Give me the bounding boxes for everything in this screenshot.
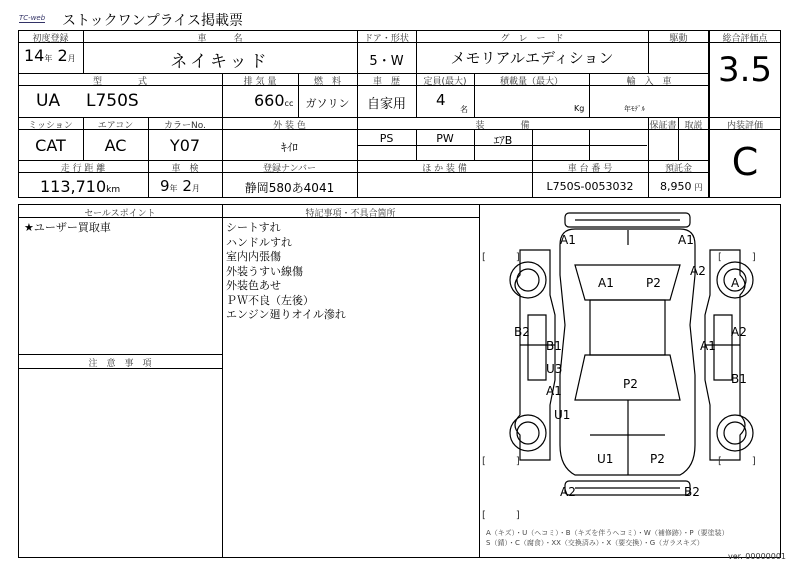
- note-item: シートすれ: [226, 221, 281, 234]
- header-car-name: 車 名: [197, 34, 243, 44]
- first-reg-year: 14: [24, 46, 45, 65]
- header-displacement: 排 気 量: [243, 77, 277, 87]
- version-label: ver. 00000001: [728, 552, 787, 561]
- header-sales-point: セールスポイント: [84, 209, 156, 219]
- header-eval-total: 総合評価点: [722, 34, 768, 44]
- damage-mark: B2: [684, 485, 700, 499]
- fuel-value: ガソリン: [305, 97, 350, 110]
- header-grade: グ レ ー ド: [500, 34, 564, 44]
- damage-mark: A1: [560, 233, 576, 247]
- damage-mark: U1: [554, 408, 571, 422]
- header-other-equip: ほ か 装 備: [422, 164, 467, 174]
- page-title: ストックワンプライス掲載票: [62, 13, 244, 29]
- damage-mark: B1: [546, 339, 562, 353]
- aircon-value: AC: [104, 136, 127, 155]
- note-item: 外装うすい線傷: [226, 264, 303, 278]
- header-notes: 特記事項・不具合箇所: [305, 209, 396, 219]
- load-unit: Kg: [574, 104, 585, 113]
- displacement-value: [254, 91, 293, 110]
- header-interior-eval: 内装評価: [726, 121, 763, 131]
- wheel-front-left: [510, 262, 546, 298]
- wheel-rear-right: [717, 415, 753, 451]
- bracket-mark: [ ]: [482, 510, 520, 521]
- equip-3: ｴｱB: [493, 134, 513, 147]
- price-number: 8,950: [660, 180, 692, 193]
- history-value: 自家用: [366, 97, 406, 112]
- model-value: L750S: [86, 91, 139, 111]
- header-price: 預託金: [664, 164, 692, 174]
- logo: TC-web: [19, 14, 46, 22]
- legend-line-2: S（錆）・C（腐食）・XX（交換済み）・X（要交換）・G（ガラスキズ）: [486, 539, 704, 547]
- header-first-reg: 初度登録: [32, 34, 69, 44]
- eval-total-value: 3.5: [717, 50, 773, 90]
- capacity-value: 4: [436, 91, 446, 109]
- import-unit: 年ﾓﾃﾞﾙ: [624, 105, 645, 113]
- inspection-year: 9: [160, 177, 170, 195]
- header-caution: 注 意 事 項: [88, 359, 152, 369]
- equip-2: PW: [436, 132, 454, 145]
- legend-line-1: A（キズ）・U（ヘコミ）・B（キズを伴うヘコミ）・W（補修跡）・P（要塗装）: [486, 529, 729, 537]
- bracket-mark: [ ]: [482, 252, 520, 263]
- header-capacity: 定員(最大): [423, 77, 467, 87]
- note-item: エンジン廻りオイル滲れ: [226, 308, 346, 321]
- displacement-number: 660: [254, 91, 285, 110]
- grade-value: メモリアルエディション: [450, 49, 614, 67]
- header-manual: 取説: [684, 121, 703, 131]
- header-warranty: 保証書: [649, 121, 677, 131]
- plate-value: 静岡580あ4041: [244, 181, 335, 195]
- note-item: 外装色あせ: [226, 279, 281, 292]
- damage-mark: P2: [650, 452, 665, 466]
- car-left-side-view: [515, 250, 555, 460]
- header-mileage: 走 行 距 離: [60, 164, 106, 174]
- year-unit: 年: [44, 54, 53, 63]
- mileage-number: 113,710: [40, 177, 107, 196]
- note-item: ＰＷ不良（左後）: [226, 293, 314, 307]
- header-door: ドア・形状: [364, 34, 409, 44]
- sales-points-list: [24, 221, 111, 236]
- displacement-unit: cc: [284, 99, 294, 108]
- car-name-value: ネイキッド: [170, 52, 270, 72]
- first-reg-value: [24, 46, 76, 65]
- damage-mark: A2: [560, 485, 576, 499]
- damage-mark: P2: [623, 377, 638, 391]
- mileage-unit: km: [106, 185, 121, 195]
- mission-value: CAT: [35, 136, 66, 155]
- header-color-no: カラーNo.: [164, 121, 206, 131]
- inspection-value: [160, 177, 200, 195]
- color-no-value: Y07: [169, 136, 201, 155]
- inspection-year-unit: 年: [169, 184, 178, 193]
- chassis-no-value: L750S-0053032: [546, 180, 634, 193]
- door-shape-value: 5・W: [369, 54, 404, 69]
- sales-point-item: ★ユーザー買取車: [24, 221, 111, 234]
- damage-mark: A1: [598, 276, 614, 290]
- damage-mark: A2: [731, 325, 747, 339]
- header-import: 輸 入 車: [626, 77, 672, 87]
- damage-mark: A1: [700, 339, 716, 353]
- inspection-month: 2: [182, 177, 192, 195]
- price-unit: 円: [694, 183, 703, 192]
- header-aircon: エアコン: [97, 121, 134, 131]
- exterior-color-value: ｷｲﾛ: [281, 141, 298, 154]
- damage-mark: A1: [546, 384, 562, 398]
- bracket-mark: [ ]: [718, 252, 756, 263]
- note-item: ハンドルすれ: [226, 235, 292, 249]
- damage-mark: A2: [690, 264, 706, 278]
- header-drive: 駆動: [669, 34, 688, 44]
- bracket-mark: [ ]: [718, 456, 756, 467]
- inspection-month-unit: 月: [191, 184, 200, 193]
- damage-mark: B1: [731, 372, 747, 386]
- damage-mark: P2: [646, 276, 661, 290]
- header-load: 積載量（最大）: [499, 77, 563, 87]
- header-chassis-no: 車 台 番 号: [567, 164, 613, 174]
- model-prefix-value: UA: [36, 91, 61, 111]
- damage-mark: A1: [678, 233, 694, 247]
- header-exterior-color: 外 装 色: [273, 121, 306, 131]
- header-mission: ミッション: [28, 121, 73, 131]
- header-inspection: 車 検: [171, 164, 199, 174]
- interior-eval-value: C: [731, 140, 759, 184]
- damage-mark: U1: [597, 452, 614, 466]
- wheel-rear-left: [510, 415, 546, 451]
- bracket-mark: [ ]: [482, 456, 520, 467]
- car-damage-diagram: [480, 205, 780, 557]
- header-equipment: 装 備: [475, 121, 530, 131]
- header-plate: 登録ナンバー: [263, 164, 316, 174]
- price-value: [660, 180, 703, 193]
- first-reg-month: 2: [57, 46, 68, 65]
- capacity-unit: 名: [460, 105, 468, 114]
- month-unit: 月: [67, 54, 76, 63]
- damage-mark: B2: [514, 325, 530, 339]
- equip-1: PS: [379, 132, 394, 145]
- notes-list: [226, 221, 346, 323]
- header-history: 車 歴: [372, 77, 400, 87]
- damage-mark: U3: [546, 362, 563, 376]
- note-item: 室内内張傷: [226, 250, 281, 263]
- header-model: 型 式: [92, 77, 147, 87]
- damage-mark: A: [731, 276, 740, 290]
- header-fuel: 燃 料: [313, 77, 341, 87]
- mileage-value: [40, 177, 120, 196]
